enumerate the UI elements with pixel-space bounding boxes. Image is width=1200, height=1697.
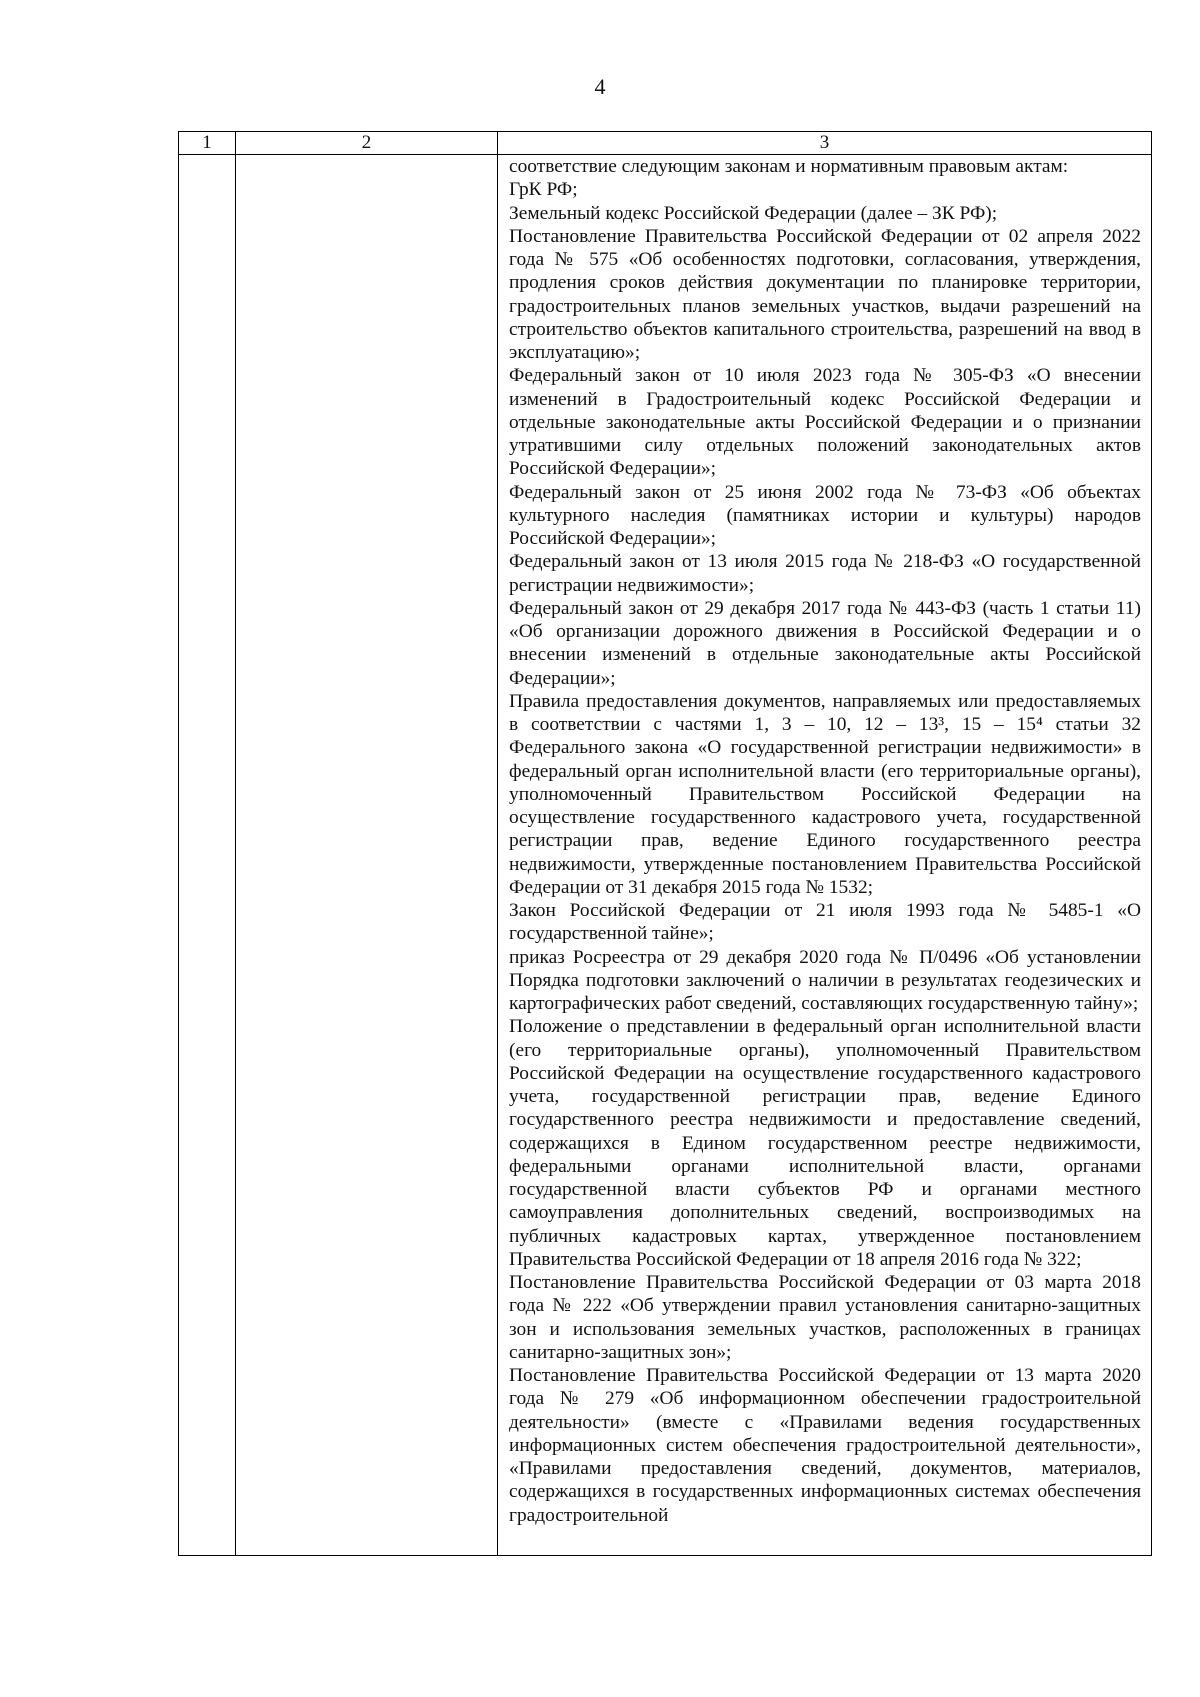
- list-item: Федеральный закон от 13 июля 2015 года № 218-ФЗ «О государственной регистрации недвижимости»;: [509, 551, 1141, 596]
- legal-acts-list: [498, 155, 1151, 1527]
- list-item: Федеральный закон от 10 июля 2023 года № 305-ФЗ «О внесении изменений в Градостроительный кодекс Российской Федерации и отдельные законодательные акты Российской Федерации и о признании утратившими силу отдельных положений законодательных актов Российской Федерации»;: [509, 365, 1141, 480]
- list-item: приказ Росреестра от 29 декабря 2020 года № П/0496 «Об установлении Порядка подготовки заключений о наличии в результатах геодезических и картографических работ сведений, составляющих государственную тайну»;: [509, 946, 1141, 1014]
- list-item: Положение о представлении в федеральный орган исполнительной власти (его территориальные органы), уполномоченный Правительством Российской Федерации на осуществление государственного кадастрового учета, государственной регистрации прав, ведение Единого государственного реестра недвижимости и предоставление сведений, содержащихся в Едином государственном реестре недвижимости, федеральными органами исполнительной власти, органами государственной власти субъектов РФ и органами местного самоуправления дополнительных сведений, воспроизводимых на публичных кадастровых картах, утвержденное постановлением Правительства Российской Федерации от 18 апреля 2016 года № 322;: [509, 1016, 1141, 1270]
- cell-column-2: [236, 155, 498, 1556]
- list-item: соответствие следующим законам и нормативным правовым актам:: [509, 156, 1069, 177]
- column-header-3: 3: [498, 132, 1152, 155]
- column-header-2: 2: [236, 132, 498, 155]
- table-header-row: [179, 132, 1152, 155]
- page-number: 4: [594, 74, 606, 99]
- requirements-table: [178, 131, 1152, 1556]
- list-item: Земельный кодекс Российской Федерации (далее – ЗК РФ);: [509, 202, 998, 224]
- column-header-1: 1: [179, 132, 236, 155]
- cell-column-3: [498, 155, 1152, 1556]
- table-body-row: [179, 155, 1152, 1556]
- list-item: Постановление Правительства Российской Федерации от 13 марта 2020 года № 279 «Об информационном обеспечении градостроительной деятельности» (вместе с «Правилами ведения государственных информационных систем обеспечения градостроительной деятельности», «Правилами предоставления сведений, документов, материалов, содержащихся в государственных информационных системах обеспечения градостроительной: [509, 1365, 1141, 1526]
- cell-column-1: [179, 155, 236, 1556]
- list-item: Федеральный закон от 25 июня 2002 года № 73-ФЗ «Об объектах культурного наследия (памятниках истории и культуры) народов Российской Федерации»;: [509, 481, 1141, 549]
- list-item: Правила предоставления документов, направляемых или предоставляемых в соответствии с частями 1, 3 – 10, 12 – 13³, 15 – 15⁴ статьи 32 Федерального закона «О государственной регистрации недвижимости» в федеральный орган исполнительной власти (его территориальные органы), уполномоченный Правительством Российской Федерации на осуществление государственного кадастрового учета, государственной регистрации прав, ведение Единого государственного реестра недвижимости, утвержденные постановлением Правительства Российской Федерации от 31 декабря 2015 года № 1532;: [509, 690, 1141, 898]
- list-item: Постановление Правительства Российской Федерации от 02 апреля 2022 года № 575 «Об особенностях подготовки, согласования, утверждения, продления сроков действия документации по планировке территории, градостроительных планов земельных участков, выдачи разрешений на строительство объектов капитального строительства, разрешений на ввод в эксплуатацию»;: [509, 225, 1141, 363]
- list-item: Федеральный закон от 29 декабря 2017 года № 443-ФЗ (часть 1 статьи 11) «Об организации дорожного движения в Российской Федерации и о внесении изменений в отдельные законодательные акты Российской Федерации»;: [509, 597, 1141, 689]
- list-item: ГрК РФ;: [509, 179, 578, 201]
- list-item: Закон Российской Федерации от 21 июля 1993 года № 5485-1 «О государственной тайне»;: [509, 900, 1141, 945]
- list-item: Постановление Правительства Российской Федерации от 03 марта 2018 года № 222 «Об утверждении правил установления санитарно-защитных зон и использования земельных участков, расположенных в границах санитарно-защитных зон»;: [509, 1272, 1141, 1363]
